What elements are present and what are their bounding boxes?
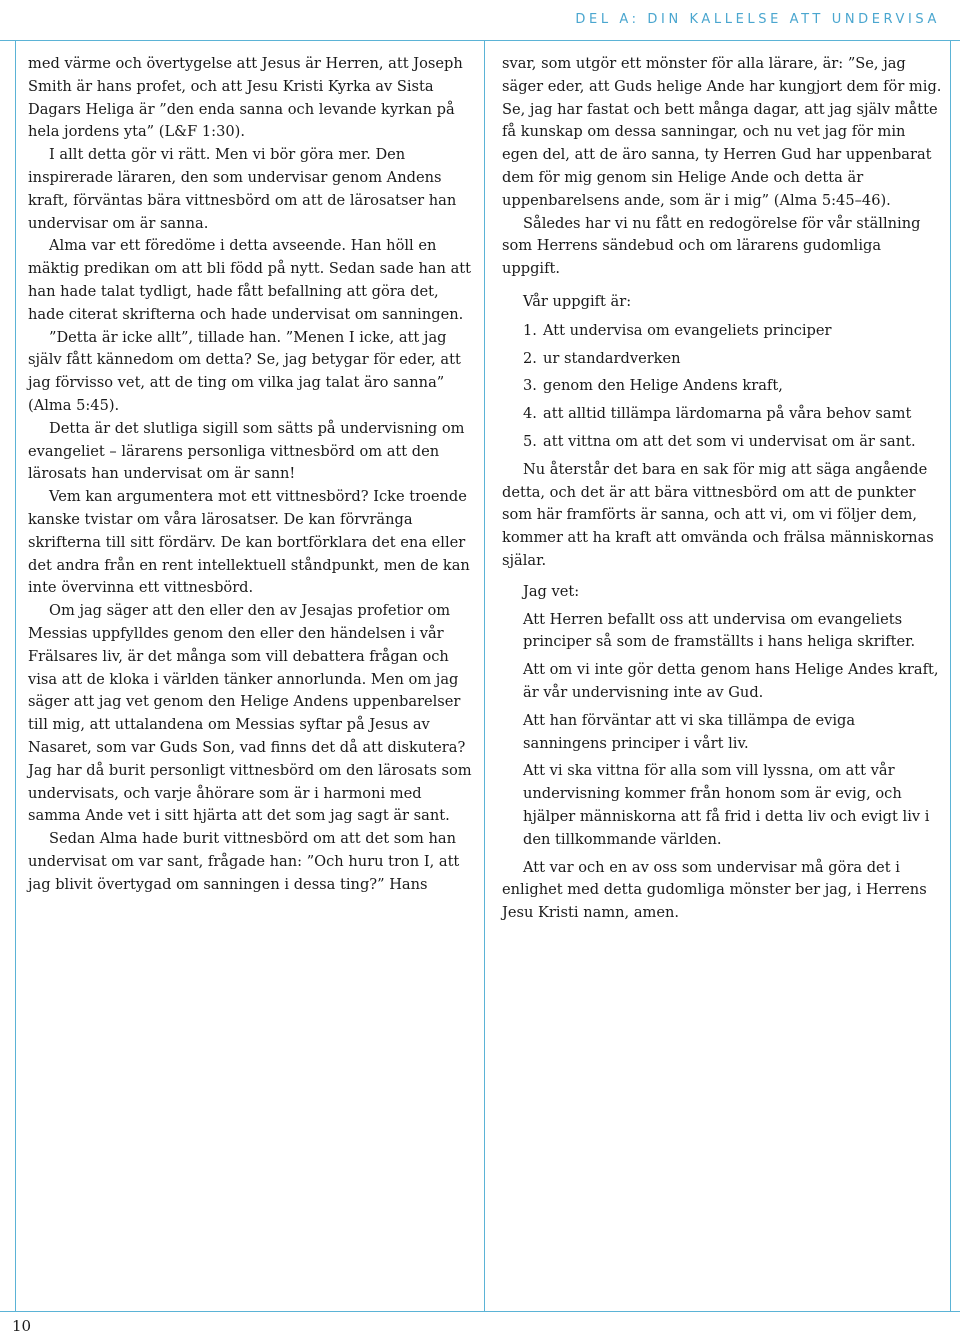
paragraph: Vem kan argumentera mot ett vittnesbörd? Icke troende kanske tvistar om våra lärosatser. De kan förvränga skrifterna till sitt fördärv. De kan bortförklara det ena eller det andra från en rent intellektuell ståndpunkt, men de kan inte övervinna ett vittnesbörd. — [28, 488, 470, 597]
left-margin-rule — [15, 40, 16, 1312]
list-item: 2. ur standardverken — [523, 349, 681, 367]
right-column — [502, 53, 942, 925]
list-item: 4. att alltid tillämpa lärdomarna på våra behov samt — [523, 405, 912, 423]
testimony-item: Att vi ska vittna för alla som vill lyssna, om att vår undervisning kommer från honom som är evig, och hjälper människorna att få frid i detta liv och evigt liv i den tillkommande världen. — [523, 762, 930, 848]
testimony-item: Att om vi inte gör detta genom hans Helige Andes kraft, är vår undervisning inte av Gud. — [523, 661, 939, 701]
page-number: 10 — [12, 1317, 32, 1335]
list-item: 5. att vittna om att det som vi undervisat om är sant. — [523, 432, 916, 450]
paragraph: med värme och övertygelse att Jesus är Herren, att Joseph Smith är hans profet, och att Jesu Kristi Kyrka av Sista Dagars Heliga är ”den enda sanna och levande kyrkan på hela jordens yta” (L&F 1:30). — [28, 55, 463, 141]
list-item: 1. Att undervisa om evangeliets principer — [523, 321, 832, 339]
testimony-item: Att Herren befallt oss att undervisa om evangeliets principer så som de framställts i hans heliga skrifter. — [523, 610, 916, 651]
right-margin-rule — [950, 40, 951, 1312]
paragraph: I allt detta gör vi rätt. Men vi bör göra mer. Den inspirerade läraren, den som undervisar genom Andens kraft, förväntas bära vittnesbörd om att de lärosatser han undervisar om är sanna. — [28, 146, 457, 232]
paragraph: Sedan Alma hade burit vittnesbörd om att det som han undervisat om var sant, frågade han: ”Och huru tron I, att jag blivit övertygad om sanningen i dessa ting?” Hans — [28, 830, 460, 893]
column-divider — [484, 40, 485, 1312]
paragraph: svar, som utgör ett mönster för alla lärare, är: ”Se, jag säger eder, att Guds helige Ande har kungjort dem för mig. Se, jag har fastat och bett många dagar, att jag själv måtte få kunskap om dessa sanningar, och nu vet jag för min egen del, att de äro sanna, ty Herren Gud har uppenbarat dem för mig genom sin Helige Ande och detta är uppenbarelsens ande, som är i mig” (Alma 5:45–46). — [502, 55, 942, 209]
paragraph: Om jag säger att den eller den av Jesajas profetior om Messias uppfylldes genom den eller den händelsen i vår Frälsares liv, är det många som vill debattera frågan och visa att de kloka i världen tänker annorlunda. Men om jag säger att jag vet genom den Helige Andens uppenbarelser till mig, att uttalandena om Messias syftar på Jesus av Nasaret, som var Guds Son, vad finns det då att diskutera? Jag har då burit personligt vittnesbörd om den lärosats som undervisats, och varje åhörare som är i harmoni med samma Ande vet i sitt hjärta att det som jag sagt är sant. — [28, 602, 472, 825]
testimony-item: Att han förväntar att vi ska tillämpa de eviga sanningens principer i vårt liv. — [523, 711, 856, 752]
left-column — [28, 53, 473, 896]
testimony-block — [523, 581, 942, 852]
list-intro: Vår uppgift är: — [523, 292, 632, 310]
paragraph: ”Detta är icke allt”, tillade han. ”Menen I icke, att jag själv fått kännedom om detta? Se, jag betygar för eder, att jag förvisso vet, att de ting om vilka jag talat äro sanna” (Alma 5:45). — [28, 328, 461, 414]
paragraph: Alma var ett föredöme i detta avseende. Han höll en mäktig predikan om att bli född på nytt. Sedan sade han att han hade talat tydligt, hade fått befallning att göra det, hade citerat skrifterna och hade undervisat om sanningen. — [28, 237, 472, 323]
paragraph: Således har vi nu fått en redogörelse för vår ställning som Herrens sändebud och om lärarens gudomliga uppgift. — [502, 214, 921, 278]
footer-rule — [0, 1311, 960, 1312]
list-item: 3. genom den Helige Andens kraft, — [523, 377, 783, 395]
task-list — [502, 291, 942, 454]
paragraph: Nu återstår det bara en sak för mig att säga angående detta, och det är att bära vittnesbörd om att de punkter som här framförts är sanna, och att vi, om vi följer dem, kommer att ha kraft att omvända och frälsa människornas själar. — [502, 460, 934, 569]
quote-intro: Jag vet: — [523, 582, 580, 600]
closing-paragraph: Att var och en av oss som undervisar må göra det i enlighet med detta gudomliga mönster ber jag, i Herrens Jesu Kristi namn, amen. — [502, 858, 927, 922]
section-header: DEL A: DIN KALLELSE ATT UNDERVISA — [575, 12, 940, 27]
paragraph: Detta är det slutliga sigill som sätts på undervisning om evangeliet – lärarens personliga vittnesbörd om att den lärosats han undervisat om är sann! — [28, 419, 465, 483]
